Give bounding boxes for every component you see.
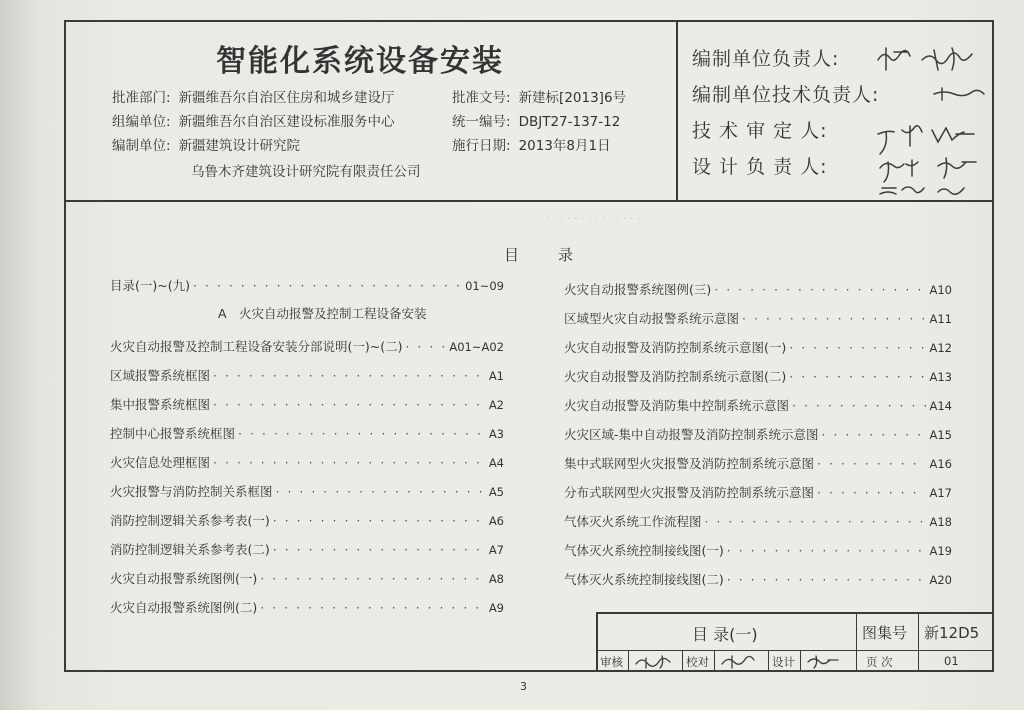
toc-entry-page: A6 (488, 514, 504, 528)
toc-entry-page: A16 (929, 457, 952, 471)
toc-entry[interactable] (110, 453, 504, 471)
dot-leader (260, 571, 486, 586)
toc-entry-title: 火灾自动报警系统图例(一) (110, 571, 258, 586)
dot-leader (213, 397, 486, 412)
responsible-row (692, 44, 839, 71)
toc-entry-page: A8 (488, 572, 504, 586)
page-label: 页 次 (866, 655, 893, 669)
toc-entry[interactable] (564, 512, 952, 530)
toc-entry-page: A18 (929, 515, 952, 529)
meta-value: 新疆建筑设计研究院 (178, 138, 301, 154)
toc-entry[interactable] (564, 367, 952, 385)
toc-entry-page: A14 (929, 399, 952, 413)
title-block (596, 612, 992, 672)
toc-entry[interactable] (110, 424, 504, 442)
toc-entry-title: 火灾自动报警及控制工程设备安装分部说明(一)~(二) (110, 339, 403, 354)
toc-entry[interactable] (110, 511, 504, 529)
meta-value: 新疆维吾尔自治区建设标准服务中心 (178, 114, 395, 130)
toc-entry-page: A5 (488, 485, 504, 499)
atlas-no-label: 图集号 (862, 624, 908, 642)
dot-leader (193, 278, 462, 293)
dot-leader (260, 600, 486, 615)
toc-entry-page: A1 (488, 369, 504, 383)
toc-entry-title: 火灾区域-集中自动报警及消防控制系统示意图 (564, 427, 819, 442)
meta-label: 批准文号: (452, 90, 511, 106)
toc-entry-title: 分布式联网型火灾报警及消防控制系统示意图 (564, 485, 815, 500)
toc-entry-page: A11 (929, 312, 952, 326)
toc-entry[interactable] (564, 396, 952, 414)
toc-entry-title: 区域报警系统框图 (110, 368, 211, 383)
check-label: 校对 (686, 655, 709, 669)
dot-leader (789, 340, 926, 355)
responsible-label: 编制单位负责人: (692, 48, 840, 70)
toc-entry[interactable] (110, 569, 504, 587)
toc-entry-title: 火灾自动报警及消防控制系统示意图(一) (564, 340, 787, 355)
toc-entry-page: A12 (929, 341, 952, 355)
toc-entry-title: 控制中心报警系统框图 (110, 426, 236, 441)
toc-entry-page: A9 (488, 601, 504, 615)
toc-entry-page: A01~A02 (449, 340, 504, 354)
toc-entry[interactable] (564, 570, 952, 588)
drawing-frame (64, 20, 994, 672)
toc-entry-title: 集中式联网型火灾报警及消防控制系统示意图 (564, 456, 815, 471)
atlas-title: 智能化系统设备安装 (216, 44, 504, 79)
tb-divider (856, 650, 857, 672)
toc-entry-page: A10 (929, 283, 952, 297)
toc-entry-title: 火灾信息处理框图 (110, 455, 211, 470)
toc-entry[interactable] (110, 482, 504, 500)
page-number: 3 (520, 680, 527, 693)
toc-entry-title: 消防控制逻辑关系参考表(一) (110, 513, 270, 528)
toc-entry-title: 目录(一)~(九) (110, 278, 190, 293)
bleed-through-text: · · · · · · · · · · · · · · · (546, 212, 648, 225)
dot-leader (817, 456, 926, 471)
meta-effective-date (452, 134, 611, 154)
toc-entry[interactable] (564, 280, 952, 298)
dot-leader (405, 339, 446, 354)
meta-label: 批准部门: (112, 90, 171, 106)
toc-entry[interactable] (564, 338, 952, 356)
dot-leader (213, 455, 486, 470)
toc-entry[interactable] (110, 366, 504, 384)
toc-entry-title: 区域型火灾自动报警系统示意图 (564, 311, 740, 326)
toc-entry-title: 气体灭火系统控制接线图(一) (564, 543, 724, 558)
tb-divider (856, 614, 857, 650)
toc-entry-title: 火灾自动报警及消防集中控制系统示意图 (564, 398, 790, 413)
dot-leader (817, 485, 926, 500)
toc-entry[interactable] (564, 309, 952, 327)
meta-label: 组编单位: (112, 114, 171, 130)
responsible-row (692, 152, 828, 179)
toc-entry-title: 火灾报警与消防控制关系框图 (110, 484, 273, 499)
dot-leader (727, 572, 927, 587)
toc-entry-title: 气体灭火系统工作流程图 (564, 514, 702, 529)
toc-entry[interactable] (110, 395, 504, 413)
dot-leader (213, 368, 486, 383)
section-heading-a: A 火灾自动报警及控制工程设备安装 (218, 306, 427, 321)
review-label: 审核 (600, 655, 623, 669)
dot-leader (273, 513, 486, 528)
toc-entry-title: 火灾自动报警系统图例(三) (564, 282, 712, 297)
sheet-title: 目 录(一) (692, 625, 758, 644)
header-info-panel (66, 22, 678, 200)
dot-leader (792, 398, 926, 413)
responsible-label: 编制单位技术负责人: (692, 84, 880, 106)
toc-entry-title: 火灾自动报警系统图例(二) (110, 600, 258, 615)
toc-entry[interactable] (564, 454, 952, 472)
meta-compiler-2 (183, 160, 421, 180)
meta-value: 2013年8月1日 (518, 138, 611, 154)
toc-entry-page: A3 (488, 427, 504, 441)
dot-leader (276, 484, 486, 499)
meta-label: 编制单位: (112, 138, 171, 154)
dot-leader (822, 427, 927, 442)
design-label: 设计 (772, 655, 795, 669)
meta-approval-dept (112, 86, 395, 106)
dot-leader (273, 542, 486, 557)
toc-entry-page: A13 (929, 370, 952, 384)
meta-label: 施行日期: (452, 138, 511, 154)
meta-value: 乌鲁木齐建筑设计研究院有限责任公司 (191, 164, 421, 180)
toc-entry[interactable] (110, 276, 504, 294)
responsible-row (692, 80, 879, 107)
toc-title-right: 录 (558, 246, 574, 264)
meta-value: 新建标[2013]6号 (518, 90, 627, 106)
toc-entry[interactable] (110, 337, 504, 355)
toc-entry[interactable] (110, 598, 504, 616)
meta-value: 新疆维吾尔自治区住房和城乡建设厅 (178, 90, 395, 106)
toc-entry[interactable] (564, 541, 952, 559)
meta-value: DBJT27-137-12 (518, 114, 621, 130)
toc-entry-title: 气体灭火系统控制接线图(二) (564, 572, 724, 587)
header-divider (66, 200, 992, 202)
page-no: 01 (944, 654, 959, 668)
tb-divider (918, 650, 919, 672)
toc-entry-page: A17 (929, 486, 952, 500)
toc-entry-page: A20 (929, 573, 952, 587)
toc-entry-page: A19 (929, 544, 952, 558)
toc-entry-page: A15 (929, 428, 952, 442)
title-block-signatures (632, 652, 852, 672)
handwritten-signatures (872, 38, 988, 202)
meta-organizer (112, 110, 395, 130)
meta-unified-no (452, 110, 620, 130)
responsible-row (692, 116, 828, 143)
tb-divider (628, 650, 629, 672)
dot-leader (705, 514, 927, 529)
tb-divider (918, 614, 919, 650)
tb-divider (598, 650, 992, 651)
toc-entry[interactable] (564, 425, 952, 443)
dot-leader (727, 543, 927, 558)
toc-entry-page: A7 (488, 543, 504, 557)
meta-approval-no (452, 86, 626, 106)
toc-entry-title: 集中报警系统框图 (110, 397, 211, 412)
dot-leader (789, 369, 926, 384)
dot-leader (238, 426, 486, 441)
toc-entry-title: 消防控制逻辑关系参考表(二) (110, 542, 270, 557)
toc-entry-page: 01~09 (465, 279, 504, 293)
toc-entry-title: 火灾自动报警及消防控制系统示意图(二) (564, 369, 787, 384)
meta-label: 统一编号: (452, 114, 511, 130)
toc-entry-page: A4 (488, 456, 504, 470)
toc-title-left: 目 (504, 246, 520, 264)
toc-entry[interactable] (564, 483, 952, 501)
meta-compiler (112, 134, 300, 154)
dot-leader (714, 282, 926, 297)
toc-entry[interactable] (110, 540, 504, 558)
toc-entry-page: A2 (488, 398, 504, 412)
atlas-no: 新12D5 (924, 624, 980, 642)
dot-leader (742, 311, 926, 326)
responsible-label: 技 术 审 定 人: (692, 120, 828, 142)
responsible-label: 设 计 负 责 人: (692, 156, 828, 178)
